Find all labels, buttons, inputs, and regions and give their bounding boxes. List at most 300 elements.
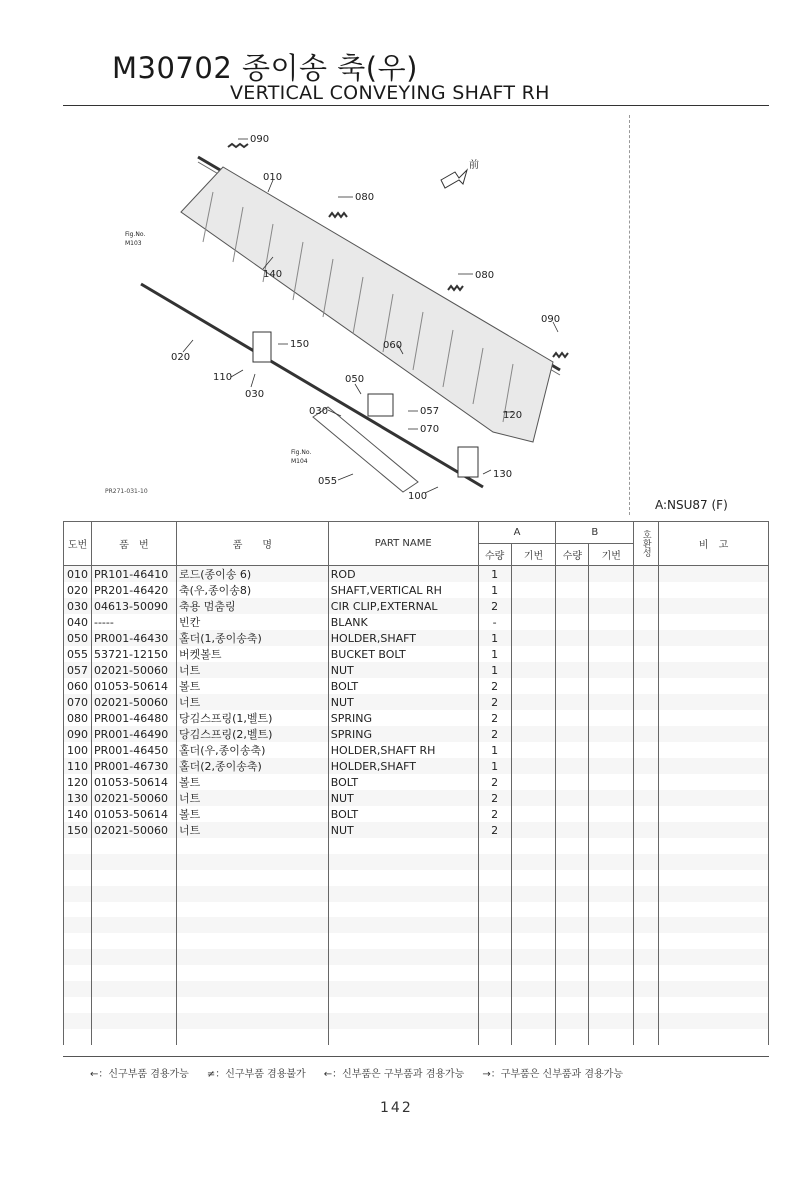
blank-cell [659,981,769,997]
row-b-base [589,822,634,838]
row-a-base [511,726,556,742]
row-a-qty: 2 [478,694,511,710]
row-b-base [589,630,634,646]
row-a-base [511,742,556,758]
blank-cell [478,902,511,918]
blank-cell [511,933,556,949]
blank-cell [328,949,478,965]
table-row [64,566,769,583]
row-b-qty [556,790,589,806]
blank-cell [634,981,659,997]
row-a-base [511,646,556,662]
table-row [64,710,769,726]
row-name-kr: 홀더(2,종이송축) [176,758,328,774]
row-b-base [589,758,634,774]
blank-cell [659,886,769,902]
row-part-name: BOLT [328,774,478,790]
blank-cell [328,997,478,1013]
blank-cell [64,949,92,965]
blank-cell [634,854,659,870]
page-subtitle: VERTICAL CONVEYING SHAFT RH [230,82,550,104]
table-row-blank [64,1013,769,1029]
blank-cell [589,902,634,918]
blank-cell [589,870,634,886]
blank-cell [328,1013,478,1029]
row-part-name: BOLT [328,678,478,694]
row-part-no: PR101-46410 [91,566,176,583]
blank-cell [556,1029,589,1045]
row-part-name: SPRING [328,710,478,726]
row-interchange [634,630,659,646]
blank-cell [511,902,556,918]
row-no: 057 [64,662,92,678]
front-label: 前 [469,160,479,171]
blank-cell [478,886,511,902]
row-interchange [634,582,659,598]
row-a-base [511,662,556,678]
table-row-blank [64,965,769,981]
row-b-qty [556,646,589,662]
row-b-base [589,774,634,790]
row-part-no: 04613-50090 [91,598,176,614]
row-b-base [589,726,634,742]
col-b-qty: 수량 [556,544,589,566]
col-part-no: 품 번 [91,522,176,566]
callout-050: 050 [345,374,365,385]
blank-cell [556,933,589,949]
table-row-blank [64,838,769,854]
legend-item: →：구부품은 신부품과 겸용가능 [482,1069,623,1080]
row-b-base [589,614,634,630]
blank-cell [91,854,176,870]
table-row [64,582,769,598]
blank-cell [634,949,659,965]
row-a-base [511,630,556,646]
row-no: 120 [64,774,92,790]
row-b-qty [556,822,589,838]
callout-140: 140 [263,269,283,280]
blank-cell [91,1013,176,1029]
blank-cell [634,870,659,886]
blank-cell [511,854,556,870]
parts-diagram [63,112,769,517]
row-a-qty: 2 [478,710,511,726]
blank-cell [176,1029,328,1045]
row-interchange [634,758,659,774]
blank-cell [556,981,589,997]
row-name-kr: 축용 멈춤링 [176,598,328,614]
row-a-qty: 1 [478,742,511,758]
blank-cell [511,965,556,981]
row-b-qty [556,806,589,822]
row-name-kr: 볼트 [176,678,328,694]
row-a-qty: 2 [478,806,511,822]
row-interchange [634,598,659,614]
blank-cell [176,917,328,933]
table-row-blank [64,933,769,949]
row-b-base [589,694,634,710]
blank-cell [176,933,328,949]
row-b-qty [556,678,589,694]
table-row-blank [64,981,769,997]
blank-cell [64,886,92,902]
blank-cell [328,933,478,949]
row-remarks [659,598,769,614]
row-remarks [659,742,769,758]
blank-cell [659,949,769,965]
row-part-no: 01053-50614 [91,678,176,694]
blank-cell [589,965,634,981]
row-b-base [589,598,634,614]
blank-cell [511,1029,556,1045]
table-row [64,774,769,790]
col-group-b: B [556,522,634,544]
row-part-name: HOLDER,SHAFT [328,630,478,646]
blank-cell [511,917,556,933]
row-name-kr: 당김스프링(1,벨트) [176,710,328,726]
callout-030-a: 030 [245,389,265,400]
blank-cell [328,1029,478,1045]
blank-cell [478,854,511,870]
table-row-blank [64,854,769,870]
callout-080-a: 080 [355,192,375,203]
blank-cell [556,854,589,870]
row-part-no: 53721-12150 [91,646,176,662]
row-part-name: NUT [328,662,478,678]
blank-cell [478,1013,511,1029]
callout-057: 057 [420,406,440,417]
blank-cell [659,902,769,918]
legend-item: ←：신구부품 겸용가능 [90,1069,189,1080]
drawing-code: PR271-031-10 [105,488,148,495]
header-rule [63,105,769,106]
row-b-qty [556,662,589,678]
row-name-kr: 로드(종이송 6) [176,566,328,583]
blank-cell [91,886,176,902]
blank-cell [478,838,511,854]
callout-110: 110 [213,372,233,383]
row-a-base [511,710,556,726]
row-no: 150 [64,822,92,838]
row-name-kr: 축(우,종이송8) [176,582,328,598]
row-b-qty [556,566,589,583]
blank-cell [589,949,634,965]
row-name-kr: 당김스프링(2,벨트) [176,726,328,742]
row-remarks [659,630,769,646]
row-interchange [634,566,659,583]
callout-130: 130 [493,469,513,480]
row-a-base [511,790,556,806]
row-part-no: 02021-50060 [91,822,176,838]
blank-cell [634,917,659,933]
row-a-qty: 1 [478,566,511,583]
table-row [64,726,769,742]
row-a-base [511,822,556,838]
blank-cell [511,838,556,854]
row-part-name: BLANK [328,614,478,630]
blank-cell [511,886,556,902]
row-a-base [511,582,556,598]
col-name-kr: 품 명 [176,522,328,566]
table-row-blank [64,997,769,1013]
row-a-qty: 2 [478,774,511,790]
blank-cell [91,997,176,1013]
blank-cell [659,917,769,933]
row-no: 110 [64,758,92,774]
blank-cell [176,886,328,902]
row-b-qty [556,630,589,646]
row-remarks [659,566,769,583]
blank-cell [589,997,634,1013]
col-a-base: 기번 [511,544,556,566]
row-part-no: 02021-50060 [91,790,176,806]
row-part-name: NUT [328,822,478,838]
blank-cell [91,949,176,965]
table-row [64,662,769,678]
row-b-base [589,646,634,662]
row-name-kr: 볼트 [176,806,328,822]
blank-cell [176,1013,328,1029]
blank-cell [634,997,659,1013]
legend-item: ≠：신구부품 겸용불가 [206,1069,306,1080]
blank-cell [556,997,589,1013]
blank-cell [91,1029,176,1045]
row-interchange [634,742,659,758]
blank-cell [176,965,328,981]
row-a-qty: 2 [478,678,511,694]
blank-cell [511,997,556,1013]
row-no: 050 [64,630,92,646]
blank-cell [556,838,589,854]
row-a-base [511,598,556,614]
blank-cell [64,965,92,981]
row-interchange [634,694,659,710]
row-part-name: SPRING [328,726,478,742]
blank-cell [64,997,92,1013]
table-row [64,806,769,822]
blank-cell [478,933,511,949]
row-b-base [589,566,634,583]
col-part-name: PART NAME [328,522,478,566]
blank-cell [64,870,92,886]
fig-ref-m103: M103 [125,240,142,247]
blank-cell [511,1013,556,1029]
blank-cell [64,1013,92,1029]
row-b-base [589,806,634,822]
row-part-no: PR001-46490 [91,726,176,742]
row-name-kr: 너트 [176,662,328,678]
table-row-blank [64,917,769,933]
row-no: 080 [64,710,92,726]
row-part-no: 01053-50614 [91,774,176,790]
page-title: M30702 종이송 축(우) [112,51,418,85]
row-no: 020 [64,582,92,598]
blank-cell [478,949,511,965]
row-remarks [659,614,769,630]
blank-cell [176,997,328,1013]
col-interchange: 호환성 [634,522,659,566]
row-remarks [659,582,769,598]
blank-cell [91,933,176,949]
blank-cell [328,886,478,902]
blank-cell [556,886,589,902]
table-row [64,694,769,710]
row-interchange [634,790,659,806]
row-name-kr: 너트 [176,822,328,838]
col-group-a: A [478,522,556,544]
row-part-name: HOLDER,SHAFT [328,758,478,774]
row-remarks [659,646,769,662]
callout-010: 010 [263,172,283,183]
blank-cell [659,933,769,949]
blank-cell [634,1029,659,1045]
legend-item: ←：신부품은 구부품과 겸용가능 [323,1069,465,1080]
row-part-name: NUT [328,694,478,710]
table-row [64,822,769,838]
blank-cell [176,902,328,918]
blank-cell [589,838,634,854]
row-remarks [659,774,769,790]
row-b-base [589,678,634,694]
blank-cell [589,933,634,949]
blank-cell [511,870,556,886]
row-part-name: SHAFT,VERTICAL RH [328,582,478,598]
row-part-no: PR201-46420 [91,582,176,598]
row-part-name: ROD [328,566,478,583]
blank-cell [176,949,328,965]
row-remarks [659,726,769,742]
blank-cell [589,981,634,997]
row-no: 100 [64,742,92,758]
row-no: 040 [64,614,92,630]
blank-cell [328,838,478,854]
row-a-base [511,806,556,822]
row-name-kr: 너트 [176,694,328,710]
row-b-qty [556,758,589,774]
row-a-base [511,758,556,774]
table-row [64,598,769,614]
row-no: 060 [64,678,92,694]
blank-cell [328,917,478,933]
row-a-base [511,566,556,583]
model-label: A:NSU87 (F) [655,498,728,512]
row-b-qty [556,726,589,742]
callout-055: 055 [318,476,338,487]
row-part-name: BUCKET BOLT [328,646,478,662]
row-no: 090 [64,726,92,742]
blank-cell [91,870,176,886]
blank-cell [634,933,659,949]
blank-cell [556,965,589,981]
table-row-blank [64,949,769,965]
row-part-name: HOLDER,SHAFT RH [328,742,478,758]
callout-020: 020 [171,352,191,363]
row-no: 130 [64,790,92,806]
blank-cell [589,854,634,870]
blank-cell [91,838,176,854]
row-remarks [659,822,769,838]
blank-cell [64,981,92,997]
blank-cell [176,838,328,854]
row-a-qty: 2 [478,598,511,614]
blank-cell [556,949,589,965]
row-part-no: 02021-50060 [91,662,176,678]
table-row [64,646,769,662]
table-row-blank [64,1029,769,1045]
callout-060: 060 [383,340,403,351]
blank-cell [64,854,92,870]
blank-cell [328,870,478,886]
row-a-qty: 2 [478,822,511,838]
fig-ref-m104-label: Fig.No. [291,449,312,456]
blank-cell [659,965,769,981]
callout-030-b: 030 [309,406,329,417]
row-no: 070 [64,694,92,710]
blank-cell [328,902,478,918]
row-name-kr: 볼트 [176,774,328,790]
blank-cell [64,838,92,854]
blank-cell [634,965,659,981]
legend [90,1065,770,1080]
blank-cell [589,917,634,933]
row-a-qty: 1 [478,662,511,678]
table-row [64,614,769,630]
blank-cell [659,1029,769,1045]
blank-cell [659,870,769,886]
row-a-base [511,614,556,630]
blank-cell [176,854,328,870]
row-interchange [634,646,659,662]
blank-cell [478,997,511,1013]
row-part-no: 01053-50614 [91,806,176,822]
row-b-qty [556,710,589,726]
blank-cell [634,902,659,918]
blank-cell [634,886,659,902]
row-remarks [659,806,769,822]
blank-cell [478,917,511,933]
blank-cell [659,838,769,854]
blank-cell [64,933,92,949]
table-row [64,758,769,774]
blank-cell [328,965,478,981]
row-a-base [511,694,556,710]
row-remarks [659,662,769,678]
row-no: 030 [64,598,92,614]
blank-cell [556,1013,589,1029]
row-interchange [634,678,659,694]
blank-cell [176,981,328,997]
blank-cell [589,886,634,902]
blank-cell [91,902,176,918]
blank-cell [634,838,659,854]
row-part-no: 02021-50060 [91,694,176,710]
row-a-qty: 2 [478,790,511,806]
blank-cell [91,981,176,997]
blank-cell [659,854,769,870]
row-remarks [659,758,769,774]
blank-cell [556,902,589,918]
blank-cell [478,1029,511,1045]
row-interchange [634,726,659,742]
row-name-kr: 홀더(우,종이송축) [176,742,328,758]
callout-090-b: 090 [541,314,561,325]
table-row [64,742,769,758]
callout-100: 100 [408,491,428,502]
blank-cell [478,981,511,997]
row-b-qty [556,598,589,614]
blank-cell [659,1013,769,1029]
blank-cell [511,981,556,997]
